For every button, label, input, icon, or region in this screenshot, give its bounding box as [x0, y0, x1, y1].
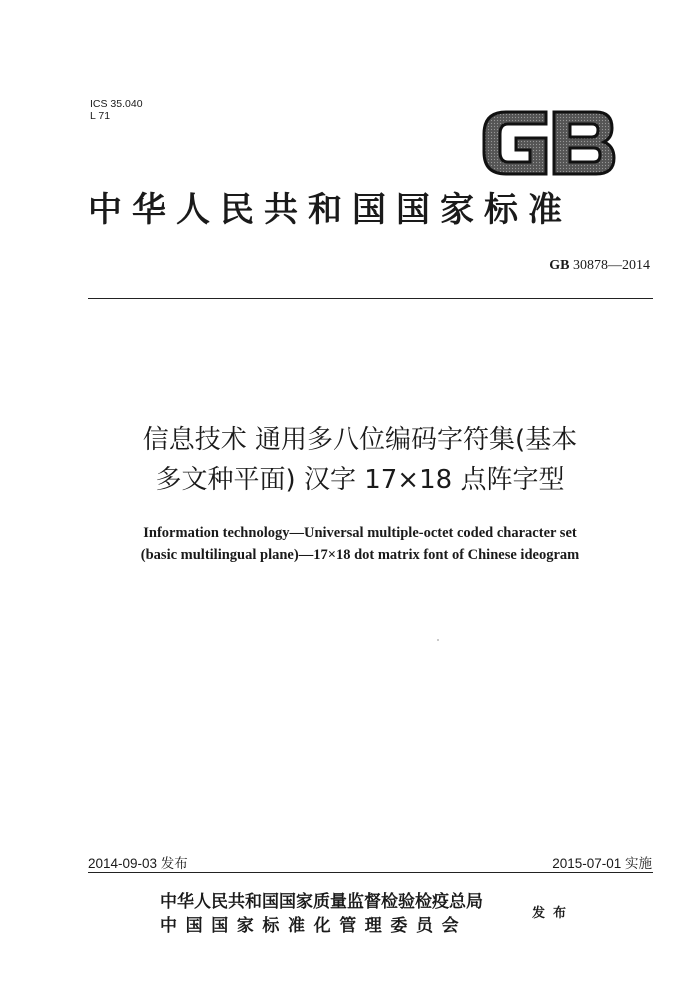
header-divider [88, 298, 653, 299]
ccs-code: L 71 [90, 110, 111, 122]
issuer-sac: 中国国家标准化管理委员会 [160, 916, 468, 936]
english-title-line-1: Information technology—Universal multiple-octet coded character set [143, 525, 577, 541]
effective-date: 2015-07-01 实施 [552, 856, 652, 871]
issuing-bodies [160, 890, 483, 938]
ics-code: ICS 35.040 [90, 98, 143, 110]
chinese-title [60, 420, 660, 500]
issuer-aqsiq: 中华人民共和国国家质量监督检验检疫总局 [160, 892, 483, 912]
standard-number [549, 258, 650, 274]
chinese-title-line-1: 信息技术 通用多八位编码字符集(基本 [142, 425, 578, 455]
chinese-title-line-2: 多文种平面) 汉字 17×18 点阵字型 [155, 465, 565, 495]
english-title [50, 522, 670, 566]
footer-divider [88, 872, 653, 873]
publish-date: 2014-09-03 发布 [88, 856, 188, 871]
issue-label: 发布 [532, 906, 575, 921]
standard-code: 30878—2014 [573, 258, 650, 273]
scan-speck [437, 639, 439, 641]
standard-category-title: 中华人民共和国国家标准 [88, 190, 572, 230]
english-title-line-2: (basic multilingual plane)—17×18 dot matrix font of Chinese ideogram [140, 547, 580, 563]
gb-logo [478, 104, 620, 182]
standard-prefix: GB [549, 258, 570, 273]
logo-text: GB [478, 104, 480, 105]
classification-codes [90, 98, 143, 122]
